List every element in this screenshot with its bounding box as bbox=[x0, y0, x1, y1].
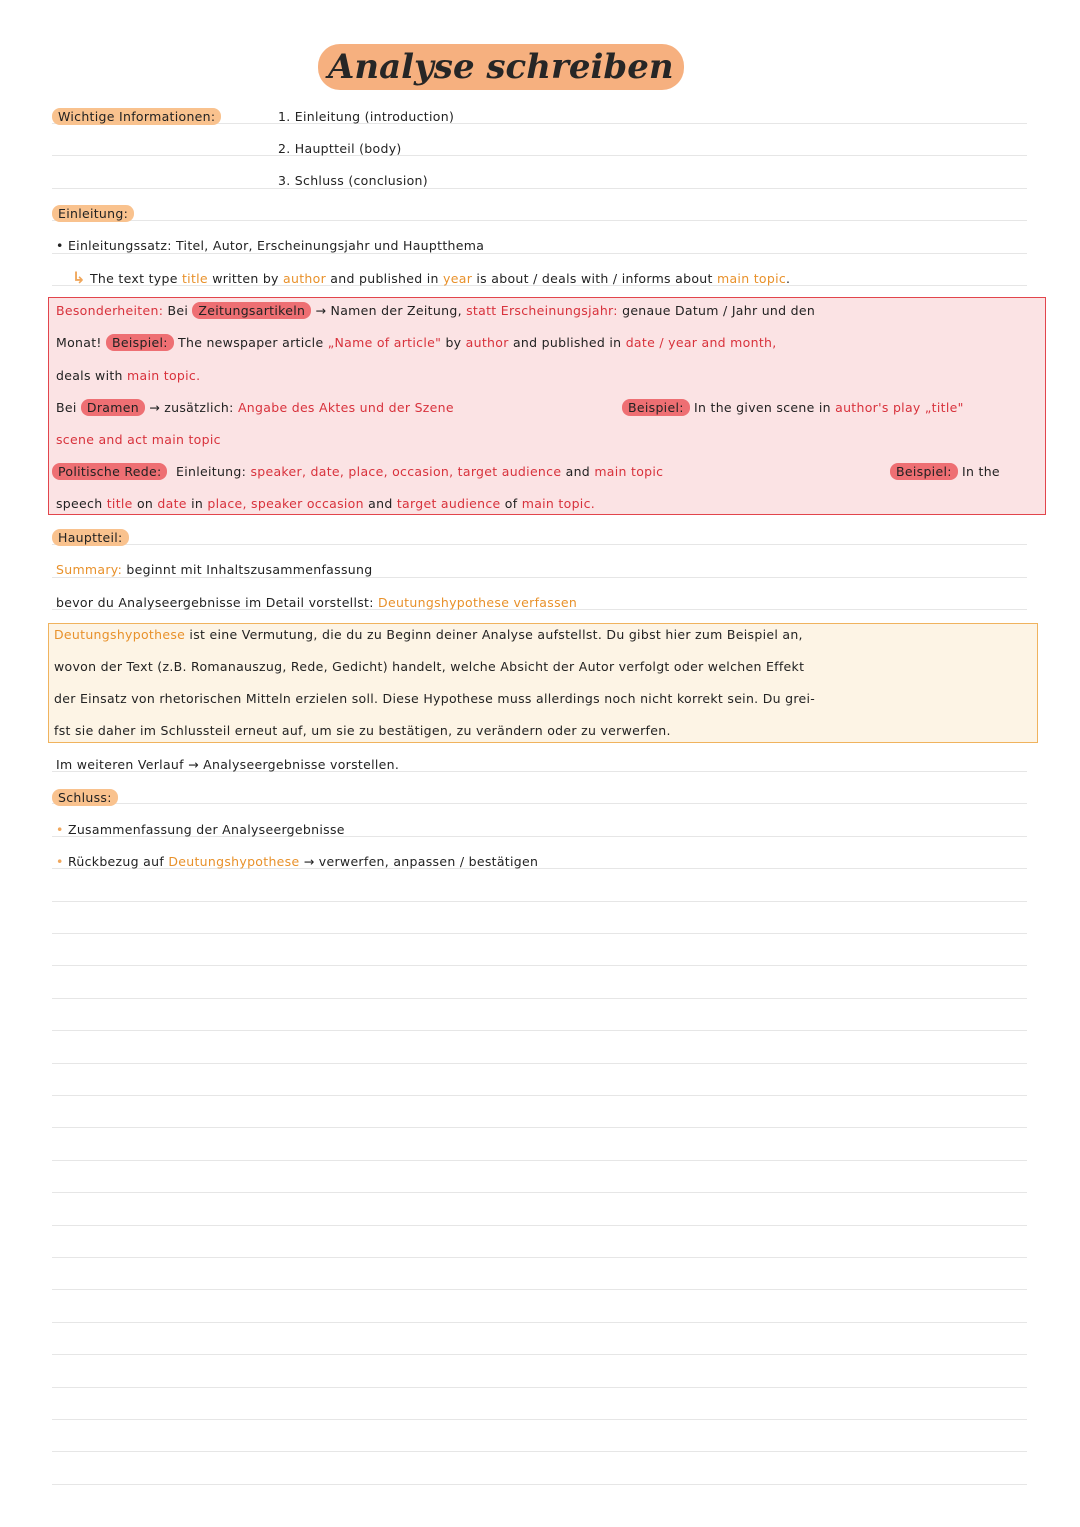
zeitungsartikeln-tag: Zeitungsartikeln bbox=[192, 302, 311, 319]
text-red: speaker occasion bbox=[251, 496, 364, 511]
text: deals with bbox=[56, 368, 123, 383]
text-red: target audience bbox=[396, 496, 501, 511]
ruled-line bbox=[52, 1225, 1027, 1226]
ruled-line bbox=[52, 1484, 1027, 1485]
right-arrow-icon: → bbox=[149, 400, 160, 415]
ruled-line bbox=[52, 933, 1027, 934]
template-text: The text type bbox=[90, 271, 182, 286]
ruled-line bbox=[52, 1192, 1027, 1193]
ruled-line bbox=[52, 1095, 1027, 1096]
rede-line-1 bbox=[52, 463, 663, 481]
politische-rede-tag: Politische Rede: bbox=[52, 463, 167, 480]
text-red: date bbox=[157, 496, 187, 511]
ruled-line bbox=[52, 220, 1027, 221]
ruled-line bbox=[52, 1419, 1027, 1420]
right-arrow-icon: → bbox=[315, 303, 327, 318]
text: speech bbox=[56, 496, 103, 511]
einleitung-heading-text: Einleitung: bbox=[52, 205, 134, 222]
text-red: date / year and month, bbox=[625, 335, 777, 350]
ruled-line bbox=[52, 1354, 1027, 1355]
box-line-4: fst sie daher im Schlussteil erneut auf, um sie zu bestätigen, zu verändern oder zu verwerfen. bbox=[54, 723, 671, 738]
hauptteil-heading-text: Hauptteil: bbox=[52, 529, 129, 546]
text-red: main topic. bbox=[127, 368, 201, 383]
deutungshypothese-term: Deutungshypothese bbox=[54, 627, 186, 642]
ruled-line bbox=[52, 1387, 1027, 1388]
besonderheiten-line-1 bbox=[56, 302, 815, 320]
beispiel-tag: Beispiel: bbox=[622, 399, 690, 416]
text-orange: Deutungshypothese bbox=[168, 854, 300, 869]
text: In the given scene in bbox=[694, 400, 831, 415]
text: Zusammenfassung der Analyseergebnisse bbox=[67, 822, 345, 837]
box-line-3: der Einsatz von rhetorischen Mitteln erzielen soll. Diese Hypothese muss allerdings noch nicht korrekt sein. Du grei- bbox=[54, 691, 816, 706]
box-line-1 bbox=[54, 626, 803, 644]
ruled-line bbox=[52, 1322, 1027, 1323]
weiteren-line: Im weiteren Verlauf → Analyseergebnisse vorstellen. bbox=[56, 757, 400, 772]
hauptteil-heading bbox=[52, 529, 129, 547]
text: In the bbox=[962, 464, 1000, 479]
einleitung-bullet-text: Einleitungssatz: Titel, Autor, Erscheinungsjahr und Hauptthema bbox=[67, 238, 485, 253]
info-item-3: 3. Schluss (conclusion) bbox=[278, 173, 428, 188]
text-red: author bbox=[465, 335, 509, 350]
ruled-line bbox=[52, 1160, 1027, 1161]
text: of bbox=[504, 496, 518, 511]
ruled-line bbox=[52, 1030, 1027, 1031]
text: zusätzlich: bbox=[164, 400, 234, 415]
ruled-line bbox=[52, 1063, 1027, 1064]
info-label bbox=[52, 108, 221, 126]
ruled-line bbox=[52, 1451, 1027, 1452]
text: Bei bbox=[167, 303, 189, 318]
info-label-text: Wichtige Informationen: bbox=[52, 108, 221, 125]
einleitung-template bbox=[72, 269, 790, 288]
ruled-line bbox=[52, 998, 1027, 999]
text: on bbox=[136, 496, 154, 511]
page-title: Analyse schreiben bbox=[318, 44, 684, 90]
text: Namen der Zeitung, bbox=[330, 303, 462, 318]
schluss-heading-text: Schluss: bbox=[52, 789, 118, 806]
schluss-heading bbox=[52, 789, 118, 807]
ruled-line bbox=[52, 803, 1027, 804]
bullet-dot-icon: • bbox=[56, 822, 64, 837]
ruled-line bbox=[52, 1289, 1027, 1290]
text-red: „Name of article" bbox=[327, 335, 442, 350]
template-text: written by bbox=[207, 271, 284, 286]
text: by bbox=[445, 335, 462, 350]
text-red: place, bbox=[207, 496, 247, 511]
beispiel-tag: Beispiel: bbox=[890, 463, 958, 480]
text: and published in bbox=[512, 335, 622, 350]
dramen-line-1 bbox=[56, 399, 454, 417]
text: → verwerfen, anpassen / bestätigen bbox=[299, 854, 539, 869]
text-red: Angabe des Aktes und der Szene bbox=[237, 400, 454, 415]
dramen-tag: Dramen bbox=[81, 399, 145, 416]
besonderheiten-line-3 bbox=[56, 367, 200, 385]
template-text: and published in bbox=[326, 271, 444, 286]
text: bevor du Analyseergebnisse im Detail vorstellst: bbox=[56, 595, 374, 610]
rede-example bbox=[890, 463, 1000, 481]
schluss-bullet-2 bbox=[56, 853, 538, 871]
text-red: author's play „title" bbox=[835, 400, 964, 415]
rede-line-2 bbox=[56, 495, 595, 513]
ruled-line bbox=[52, 965, 1027, 966]
ruled-line bbox=[52, 1257, 1027, 1258]
text: Bei bbox=[56, 400, 77, 415]
ruled-line bbox=[52, 901, 1027, 902]
bullet-dot-icon: • bbox=[56, 854, 64, 869]
template-year: year bbox=[443, 271, 473, 286]
text: Einleitung: bbox=[176, 464, 247, 479]
text: beginnt mit Inhaltszusammenfassung bbox=[126, 562, 373, 577]
template-text: . bbox=[786, 271, 791, 286]
dramen-example bbox=[622, 399, 964, 417]
dramen-line-2: scene and act main topic bbox=[56, 432, 221, 447]
text: Rückbezug auf bbox=[67, 854, 169, 869]
text: ist eine Vermutung, die du zu Beginn deiner Analyse aufstellst. Du gibst hier zum Beispiel an, bbox=[185, 627, 803, 642]
info-item-2: 2. Hauptteil (body) bbox=[278, 141, 402, 156]
ruled-line bbox=[52, 1127, 1027, 1128]
summary-line bbox=[56, 561, 372, 579]
besonderheiten-label: Besonderheiten: bbox=[56, 303, 164, 318]
besonderheiten-line-2 bbox=[56, 334, 777, 352]
ruled-line bbox=[52, 188, 1027, 189]
text-red: statt Erscheinungsjahr: bbox=[466, 303, 618, 318]
summary-label: Summary: bbox=[56, 562, 123, 577]
text-red: speaker, date, place, occasion, target audience bbox=[250, 464, 562, 479]
text-red: title bbox=[106, 496, 133, 511]
text: genaue Datum / Jahr und den bbox=[622, 303, 816, 318]
beispiel-tag: Beispiel: bbox=[106, 334, 174, 351]
ruled-line bbox=[52, 155, 1027, 156]
text-orange: Deutungshypothese verfassen bbox=[378, 595, 578, 610]
text: and bbox=[368, 496, 393, 511]
template-main-topic: main topic bbox=[716, 271, 787, 286]
text: Monat! bbox=[56, 335, 102, 350]
template-title: title bbox=[181, 271, 208, 286]
schluss-bullet-1 bbox=[56, 821, 345, 839]
template-text: is about / deals with / informs about bbox=[472, 271, 717, 286]
info-item-1: 1. Einleitung (introduction) bbox=[278, 109, 455, 124]
bullet-dot-icon: • bbox=[56, 238, 64, 253]
elbow-arrow-icon: ↳ bbox=[72, 268, 86, 287]
template-author: author bbox=[283, 271, 327, 286]
text: The newspaper article bbox=[178, 335, 324, 350]
einleitung-bullet bbox=[56, 237, 484, 255]
text: in bbox=[191, 496, 204, 511]
ruled-line bbox=[52, 544, 1027, 545]
bevor-line bbox=[56, 594, 577, 612]
text-red: main topic bbox=[594, 464, 664, 479]
einleitung-heading bbox=[52, 205, 134, 223]
text-red: main topic. bbox=[521, 496, 596, 511]
text: and bbox=[565, 464, 591, 479]
box-line-2: wovon der Text (z.B. Romanauszug, Rede, Gedicht) handelt, welche Absicht der Autor verfolgt oder welchen Effekt bbox=[54, 659, 805, 674]
